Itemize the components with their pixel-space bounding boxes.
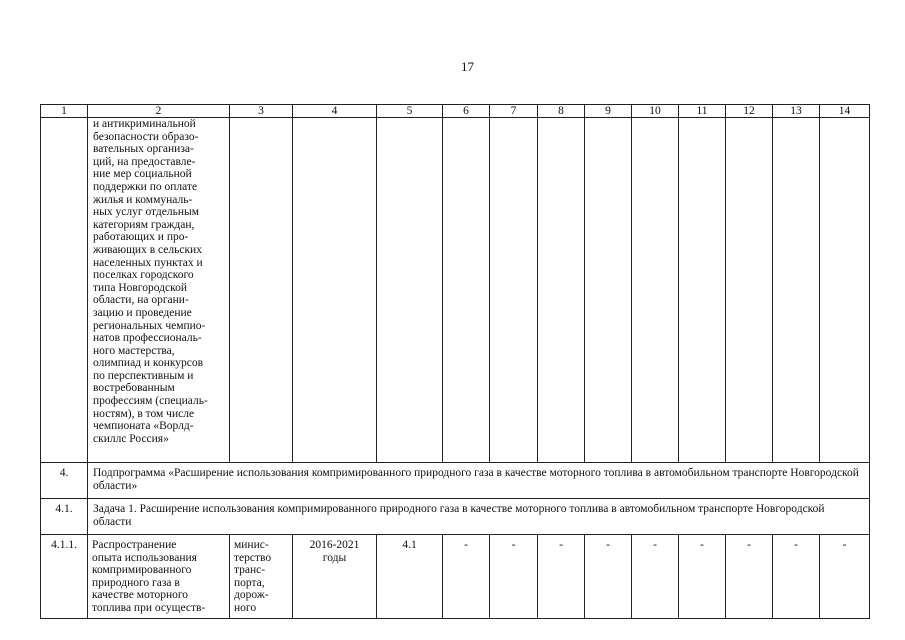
table-cell <box>679 118 726 463</box>
column-header: 11 <box>679 105 726 118</box>
column-header: 13 <box>773 105 820 118</box>
table-cell <box>632 118 679 463</box>
item-value: - <box>632 535 679 619</box>
column-header: 12 <box>726 105 773 118</box>
table-cell <box>490 118 538 463</box>
column-number-row <box>41 105 870 118</box>
item-target-ref: 4.1 <box>377 535 443 619</box>
item-value: - <box>679 535 726 619</box>
column-header: 7 <box>490 105 538 118</box>
table-cell <box>820 118 870 463</box>
subprogram-title: Подпрограмма «Расширение использования компримированного природного газа в качестве моторного топлива в автомобильном транспорте Новгородской области» <box>88 463 870 499</box>
table-cell <box>377 118 443 463</box>
item-value: - <box>726 535 773 619</box>
program-table <box>40 104 870 619</box>
item-period: 2016-2021 годы <box>293 535 377 619</box>
column-header: 14 <box>820 105 870 118</box>
task-row <box>41 499 870 535</box>
table-cell <box>41 118 88 463</box>
table-row <box>41 535 870 619</box>
column-header: 6 <box>443 105 490 118</box>
table-cell <box>585 118 632 463</box>
item-value: - <box>820 535 870 619</box>
item-value: - <box>490 535 538 619</box>
subprogram-row <box>41 463 870 499</box>
column-header: 1 <box>41 105 88 118</box>
continuation-text: и антикриминальной безопасности образо- вательных организа- ций, на предоставле- ние мер социальной поддержки по оплате жилья и коммуналь- ных услуг отдельным категориям граждан, работающих и про- живающих в сельских населенных пунктах и поселках городского типа Новгородской области, на органи- зацию и проведение региональных чемпио- натов профессиональ- ного мастерства, олимпиад и конкурсов по перспективным и востребованным профессиям (специаль- ностям), в том числе чемпионата «Ворлд- скиллс Россия» <box>88 118 230 463</box>
item-value: - <box>443 535 490 619</box>
item-value: - <box>538 535 585 619</box>
table-row <box>41 118 870 463</box>
column-header: 3 <box>230 105 293 118</box>
column-header: 8 <box>538 105 585 118</box>
table-cell <box>538 118 585 463</box>
table-cell <box>773 118 820 463</box>
task-title: Задача 1. Расширение использования компримированного природного газа в качестве моторного топлива в автомобильном транспорте Новгородской области <box>88 499 870 535</box>
table-cell <box>726 118 773 463</box>
table-cell <box>230 118 293 463</box>
column-header: 9 <box>585 105 632 118</box>
item-number: 4.1.1. <box>41 535 88 619</box>
item-executor: минис- терство транс- порта, дорож- ного <box>230 535 293 619</box>
table-cell <box>293 118 377 463</box>
column-header: 2 <box>88 105 230 118</box>
task-number: 4.1. <box>41 499 88 535</box>
column-header: 10 <box>632 105 679 118</box>
column-header: 5 <box>377 105 443 118</box>
page-number: 17 <box>461 59 474 74</box>
subprogram-number: 4. <box>41 463 88 499</box>
item-name: Распространение опыта использования компримированного природного газа в качестве моторного топлива при осуществ- <box>88 535 230 619</box>
item-value: - <box>585 535 632 619</box>
table-cell <box>443 118 490 463</box>
column-header: 4 <box>293 105 377 118</box>
item-value: - <box>773 535 820 619</box>
